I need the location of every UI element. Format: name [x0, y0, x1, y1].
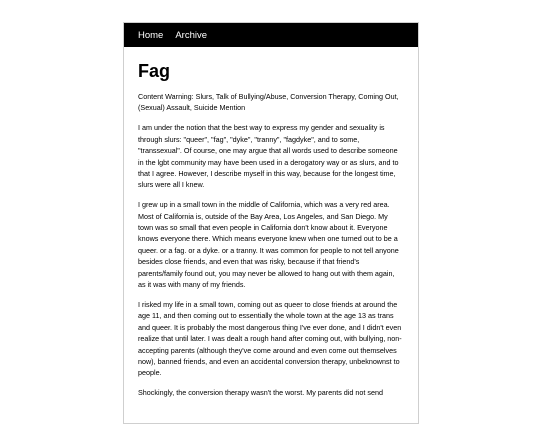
top-nav: [124, 23, 418, 47]
article-paragraph-2: I grew up in a small town in the middle of California, which was a very red area. Most of California is, outside of the Bay Area, Los Angeles, and San Diego. My town was so small that even people in California don't know about it. Everyone knows everyone there. Which means everyone knew when one turned out to be a queer. or a fag. or a dyke. or a tranny. It was common for people to not tell anyone besides close friends, and even that was risky, because if that friend's parents/family found out, you may never be allowed to hang out with them again, as it was with many of my friends.: [138, 200, 399, 290]
page-container: [123, 22, 419, 424]
article-paragraph-3: I risked my life in a small town, coming out as queer to close friends at around the age 11, and then coming out to essentially the whole town at the age 13 as trans and queer. It is probably the most dangerous thing I've ever done, and I didn't even realize that until later. I was dealt a rough hand after coming out, with bullying, non-accepting parents (although they've come around and even come out themselves now), banned friends, and even an accidental conversion therapy, unbeknownst to people.: [138, 300, 402, 378]
nav-home-link[interactable]: Home: [138, 29, 164, 41]
article-title: Fag: [138, 61, 171, 81]
article-paragraph-4: Shockingly, the conversion therapy wasn't the worst. My parents did not send: [138, 388, 383, 398]
article: [124, 60, 418, 399]
nav-archive-link[interactable]: Archive: [175, 29, 208, 41]
article-paragraph-1: I am under the notion that the best way to express my gender and sexuality is through slurs: "queer", "fag", "dyke", "tranny", "fagdyke", and to some, "transsexual". Of course, one may argue that all words used to describe someone in the lgbt community may have been used in a derogatory way or as slurs, and to that I agree. However, I describe myself in this way, because for the longest time, slurs were all I knew.: [138, 123, 399, 190]
content-warning: Content Warning: Slurs, Talk of Bullying/Abuse, Conversion Therapy, Coming Out, (Sexual) Assault, Suicide Mention: [138, 92, 399, 113]
